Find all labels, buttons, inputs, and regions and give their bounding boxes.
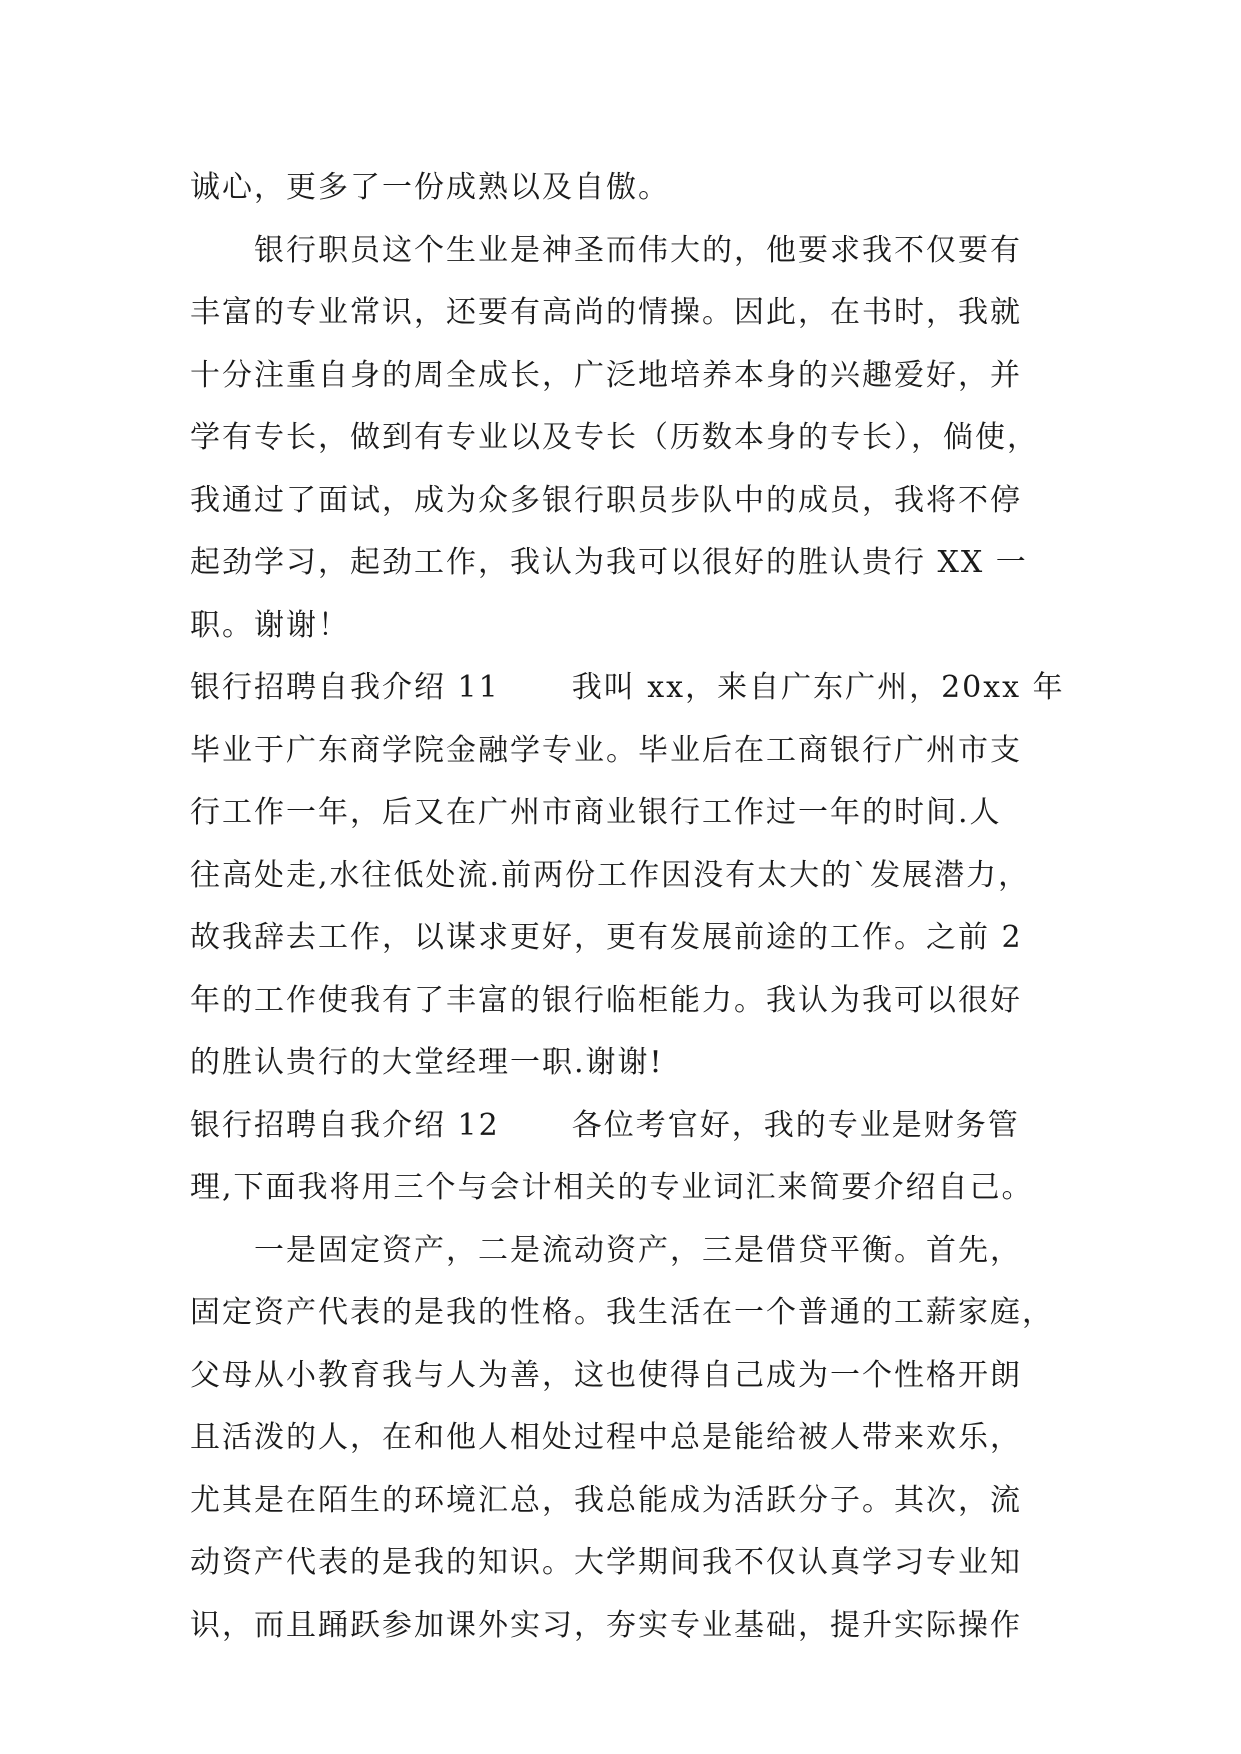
text-line: 职。谢谢！ — [190, 607, 350, 643]
text-line: 学有专长，做到有专业以及专长（历数本身的专长），倘使， — [190, 420, 1039, 455]
text-line: 行工作一年，后又在广州市商业银行工作过一年的时间.人 — [190, 795, 1002, 830]
text-line: 尤其是在陌生的环境汇总，我总能成为活跃分子。其次，流 — [190, 1482, 1022, 1518]
text-line: 毕业于广东商学院金融学专业。毕业后在工商银行广州市支 — [190, 732, 1022, 768]
section-11-first-line — [190, 657, 1065, 720]
text-line: 诚心，更多了一份成熟以及自傲。 — [190, 170, 670, 205]
text-line: 故我辞去工作，以谋求更好，更有发展前途的工作。之前 2 — [190, 920, 1023, 955]
document-body — [190, 157, 1065, 1657]
text-line: 父母从小教育我与人为善，这也使得自己成为一个性格开朗 — [190, 1357, 1022, 1393]
section-text: 我叫 xx，来自广东广州，20xx 年 — [571, 670, 1065, 705]
text-line: 的胜认贵行的大堂经理一职.谢谢! — [190, 1045, 664, 1080]
section-heading: 银行招聘自我介绍 11 — [190, 670, 500, 705]
section-heading: 银行招聘自我介绍 12 — [190, 1107, 500, 1143]
text-line: 识，而且踊跃参加课外实习，夯实专业基础，提升实际操作 — [190, 1607, 1022, 1643]
text-line: 起劲学习，起劲工作，我认为我可以很好的胜认贵行 XX 一 — [190, 545, 1028, 580]
text-line: 年的工作使我有了丰富的银行临柜能力。我认为我可以很好 — [190, 982, 1022, 1018]
text-line: 固定资产代表的是我的性格。我生活在一个普通的工薪家庭， — [190, 1295, 1054, 1330]
text-line: 一是固定资产，二是流动资产，三是借贷平衡。首先， — [254, 1232, 1022, 1268]
text-line: 且活泼的人，在和他人相处过程中总是能给被人带来欢乐， — [190, 1420, 1022, 1455]
section-text: 各位考官好，我的专业是财务管 — [571, 1107, 1020, 1143]
text-line: 丰富的专业常识，还要有高尚的情操。因此，在书时，我就 — [190, 295, 1022, 330]
text-line: 银行职员这个生业是神圣而伟大的，他要求我不仅要有 — [254, 232, 1022, 268]
section-12-first-line — [190, 1095, 1050, 1158]
text-line: 动资产代表的是我的知识。大学期间我不仅认真学习专业知 — [190, 1545, 1022, 1580]
text-line: 十分注重自身的周全成长，广泛地培养本身的兴趣爱好，并 — [190, 357, 1022, 393]
text-line: 往高处走,水往低处流.前两份工作因没有太大的`发展潜力， — [190, 857, 1031, 893]
text-line: 理,下面我将用三个与会计相关的专业词汇来简要介绍自己。 — [190, 1170, 1034, 1205]
text-line: 我通过了面试，成为众多银行职员步队中的成员，我将不停 — [190, 482, 1022, 518]
